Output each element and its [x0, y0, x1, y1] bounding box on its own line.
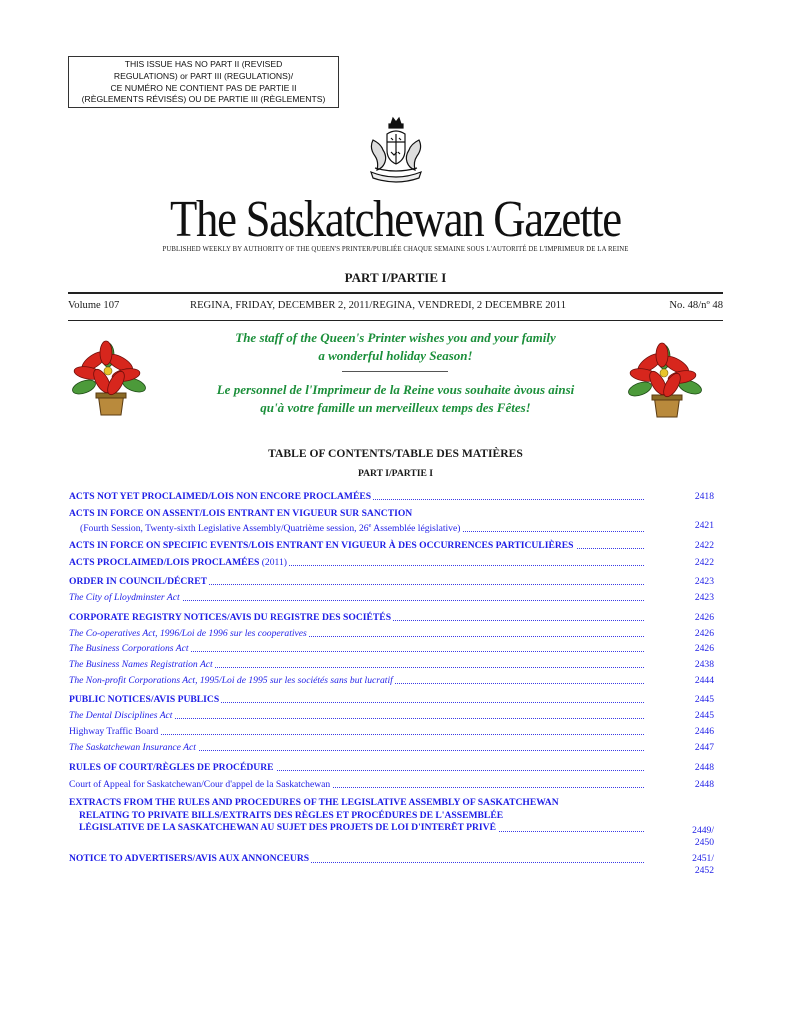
toc-entry-rules-of-court[interactable] [69, 761, 714, 774]
toc-page-number: 2423 [694, 576, 714, 587]
toc-page-number: 2452 [694, 865, 714, 876]
notice-line: (RÈGLEMENTS RÉVISÉS) OU DE PARTIE III (RÈGLEMENTS) [81, 94, 326, 105]
toc-entry-label: ACTS PROCLAIMED/LOIS PROCLAMÉES [69, 557, 260, 568]
toc-entry-label: Court of Appeal for Saskatchewan/Cour d'appel de la Saskatchewan [69, 779, 331, 790]
toc-entry-co-operatives-act[interactable] [69, 627, 714, 640]
publisher-subline: PUBLISHED WEEKLY BY AUTHORITY OF THE QUEEN'S PRINTER/PUBLIÉE CHAQUE SEMAINE SOUS L'AUTORITÉ DE L'IMPRIMEUR DE LA REINE [162, 246, 629, 253]
toc-entry-label: RELATING TO PRIVATE BILLS/EXTRAITS DES RÈGLES ET PROCÉDURES DE L'ASSEMBLÉE [79, 809, 504, 821]
greeting-line: a wonderful holiday Season! [318, 348, 473, 363]
toc-subtitle: PART I/PARTIE I [357, 468, 434, 479]
greeting-line: Le personnel de l'Imprimeur de la Reine vous souhaite àvous ainsi [216, 382, 575, 397]
toc-page-number: 2448 [694, 779, 714, 790]
toc-entry-dental-disciplines-act[interactable] [69, 709, 714, 722]
toc-entry-saskatchewan-insurance-act[interactable] [69, 741, 714, 754]
toc-page-number: 2422 [694, 557, 714, 568]
notice-line: CE NUMÉRO NE CONTIENT PAS DE PARTIE II [110, 82, 297, 93]
toc-entry-acts-not-yet-proclaimed[interactable] [69, 490, 714, 503]
toc-entry-court-of-appeal[interactable] [69, 778, 714, 791]
toc-entry-label: The Saskatchewan Insurance Act [69, 742, 196, 753]
toc-entry-label: Highway Traffic Board [69, 726, 159, 737]
notice-line: THIS ISSUE HAS NO PART II (REVISED [124, 59, 283, 69]
toc-entry-label: RULES OF COURT/RÈGLES DE PROCÉDURE [69, 762, 274, 773]
toc-page-number: 2450 [694, 837, 714, 848]
gazette-title: The Saskatchewan Gazette [170, 191, 621, 248]
toc-page-number: 2449/ [692, 825, 714, 836]
coat-of-arms-icon [365, 112, 427, 186]
toc-entry-business-corporations-act[interactable] [69, 642, 714, 655]
toc-entry-label: ACTS IN FORCE ON SPECIFIC EVENTS/LOIS ENTRANT EN VIGUEUR À DES OCCURRENCES PARTICULIÈRES [69, 540, 574, 551]
toc-entry-label: The Dental Disciplines Act [69, 710, 173, 721]
toc-entry-label: NOTICE TO ADVERTISERS/AVIS AUX ANNONCEURS [69, 853, 310, 864]
volume: Volume 107 [68, 300, 120, 311]
toc-entry-label: The Co-operatives Act, 1996/Loi de 1996 sur les cooperatives [69, 628, 307, 639]
toc-entry-label-row [69, 853, 714, 866]
toc-page-number: 2418 [694, 491, 714, 502]
greeting-line: qu'à votre famille un merveilleux temps des Fêtes! [260, 400, 531, 415]
greeting-line: The staff of the Queen's Printer wishes you and your family [235, 330, 556, 345]
toc-page-number: 2426 [694, 628, 714, 639]
toc-entry-label-row [69, 822, 714, 835]
toc-entry-label: ACTS NOT YET PROCLAIMED/LOIS NON ENCORE PROCLAMÉES [69, 491, 372, 502]
toc-entry-label: The City of Lloydminster Act [69, 592, 180, 603]
toc-entry-non-profit-corporations-act[interactable] [69, 674, 714, 687]
toc-entry-acts-proclaimed[interactable] [69, 556, 714, 569]
toc-entry-label: CORPORATE REGISTRY NOTICES/AVIS DU REGISTRE DES SOCIÉTÉS [69, 612, 392, 623]
no-part-ii-notice [68, 56, 339, 108]
toc-page-number: 2426 [694, 643, 714, 654]
holiday-greeting-french [190, 381, 601, 417]
toc-entry-extracts-private-bills[interactable] [69, 797, 714, 849]
toc-page-number: 2446 [694, 726, 714, 737]
toc-entry-superscript: e [368, 522, 372, 529]
toc-entry-label: The Business Corporations Act [69, 643, 189, 654]
toc-page-number: 2445 [694, 694, 714, 705]
toc-entry-corporate-registry-notices[interactable] [69, 611, 714, 624]
issue-line [68, 300, 723, 314]
toc-page-number: 2422 [694, 540, 714, 551]
toc-entry-label: ORDER IN COUNCIL/DÉCRET [69, 576, 208, 587]
notice-line: REGULATIONS) or PART III (REGULATIONS)/ [113, 70, 294, 81]
toc-entry-label: The Non-profit Corporations Act, 1995/Loi de 1995 sur les sociétés sans but lucratif [69, 675, 393, 686]
toc-entry-label: EXTRACTS FROM THE RULES AND PROCEDURES OF THE LEGISLATIVE ASSEMBLY OF SASKATCHEWAN [69, 797, 559, 808]
toc-page-number: 2451/ [692, 853, 714, 864]
toc-entry-label: (Fourth Session, Twenty-sixth Legislative Assembly/Quatrième session, 26 [80, 523, 369, 535]
greeting-divider [342, 371, 448, 372]
toc-entry-city-of-lloydminster-act[interactable] [69, 591, 714, 604]
toc-page-number: 2445 [694, 710, 714, 721]
issue-number: No. 48/nº 48 [669, 300, 723, 311]
issue-date: REGINA, FRIDAY, DECEMBER 2, 2011/REGINA, VENDREDI, 2 DECEMBRE 2011 [190, 300, 566, 311]
toc-entry-order-in-council[interactable] [69, 575, 714, 588]
toc-entry-label: ACTS IN FORCE ON ASSENT/LOIS ENTRANT EN VIGUEUR SUR SANCTION [69, 508, 413, 519]
toc-entry-business-names-registration-act[interactable] [69, 658, 714, 671]
part-heading: PART I/PARTIE I [344, 270, 447, 285]
toc-entry-public-notices[interactable] [69, 693, 714, 706]
toc-entry-fourth-session[interactable] [69, 519, 714, 535]
toc-entry-label: The Business Names Registration Act [69, 659, 213, 670]
toc-entry-highway-traffic-board[interactable] [69, 725, 714, 738]
toc-entry-label-tail: Assemblée législative) [371, 523, 461, 535]
toc-page-number: 2444 [694, 675, 714, 686]
toc-page-number: 2426 [694, 612, 714, 623]
toc-page-number: 2421 [694, 520, 714, 531]
poinsettia-icon [68, 333, 150, 417]
toc-page-number: 2447 [694, 742, 714, 753]
toc-page-number: 2423 [694, 592, 714, 603]
toc-entry-acts-in-force-specific-events[interactable] [69, 539, 714, 552]
toc-entry-notice-to-advertisers[interactable] [69, 853, 714, 881]
holiday-greeting-english [190, 329, 601, 365]
poinsettia-icon [624, 335, 706, 419]
toc-title: TABLE OF CONTENTS/TABLE DES MATIÈRES [268, 447, 523, 460]
toc-entry-label: PUBLIC NOTICES/AVIS PUBLICS [69, 694, 220, 705]
toc-entry-label-tail: (2011) [259, 557, 287, 568]
bottom-rule [68, 320, 723, 321]
top-rule [68, 292, 723, 294]
toc-page-number: 2438 [694, 659, 714, 670]
toc-page-number: 2448 [694, 762, 714, 773]
toc-entry-label: LÉGISLATIVE DE LA SASKATCHEWAN AU SUJET DES PROJETS DE LOI D'INTERÊT PRIVÉ [79, 822, 496, 833]
